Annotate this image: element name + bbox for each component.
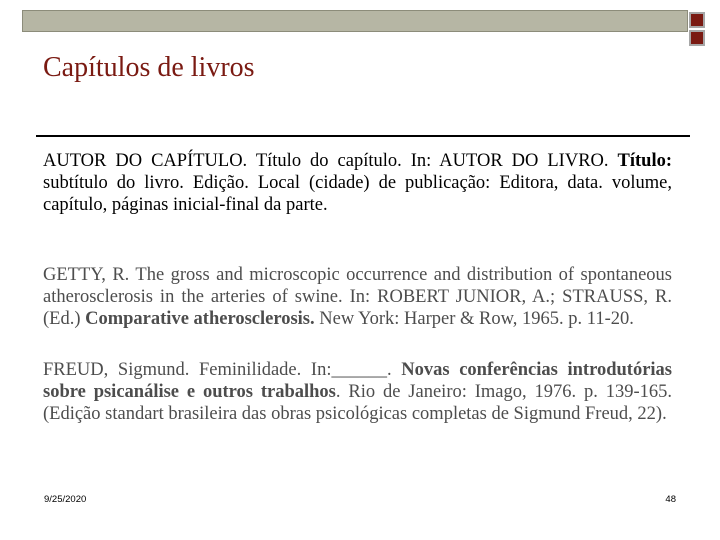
- top-decoration-bar: [22, 10, 688, 32]
- footer-page-number: 48: [665, 494, 676, 505]
- reference-text: New York: Harper & Row, 1965. p. 11-20.: [314, 309, 634, 329]
- reference-text: GETTY, R. The gross and microscopic occurrence and distribution of spontaneous atherosclerosis in the arteries of swine. In: ROBERT JUNIOR, A.; STRAUSS, R. (Ed.): [43, 265, 672, 329]
- reference-bold-text: Título:: [617, 151, 672, 171]
- reference-text: . Rio de Janeiro: Imago, 1976. p. 139-165. (Edição standart brasileira das obras psicológicas completas de Sigmund Freud, 22).: [43, 382, 672, 424]
- accent-square-bottom: [689, 30, 705, 46]
- reference-bold-text: Comparative atherosclerosis.: [85, 309, 315, 329]
- reference-bold-text: Novas conferências introdutórias sobre psicanálise e outros trabalhos: [43, 360, 673, 402]
- reference-example-freud: [43, 359, 672, 425]
- reference-example-getty: [43, 264, 672, 330]
- accent-square-top: [689, 12, 705, 28]
- reference-text: subtítulo do livro. Edição. Local (cidade) de publicação: Editora, data. volume, capítulo, páginas inicial-final da parte.: [43, 173, 672, 215]
- slide-title: Capítulos de livros: [43, 52, 255, 83]
- reference-text: AUTOR DO CAPÍTULO. Título do capítulo. In: AUTOR DO LIVRO.: [43, 151, 618, 171]
- footer-date: 9/25/2020: [44, 494, 87, 505]
- title-divider: [36, 135, 690, 137]
- reference-template: [43, 150, 672, 216]
- references-content: [43, 150, 672, 425]
- reference-text: FREUD, Sigmund. Feminilidade. In:______.: [43, 360, 402, 380]
